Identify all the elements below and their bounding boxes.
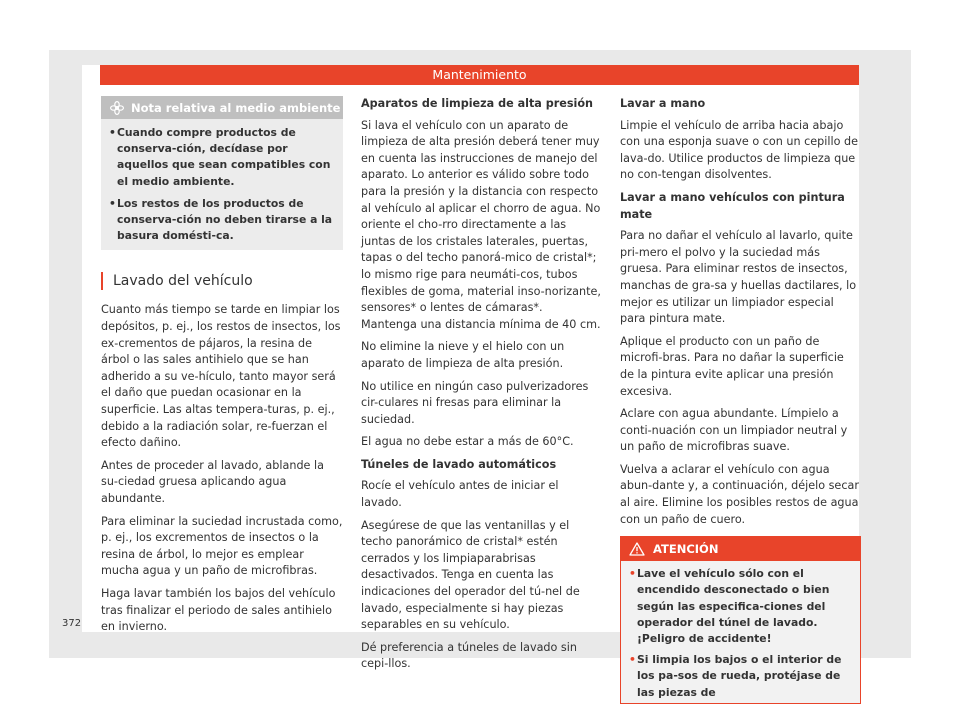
paragraph: Aclare con agua abundante. Límpielo a conti-nuación con un limpiador neutral y un paño de microfibras suave. (620, 407, 848, 454)
column-left (101, 96, 343, 642)
paragraph: El agua no debe estar a más de 60°C. (361, 435, 574, 449)
warning-item: • Lave el vehículo sólo con el encendido desconectado o bien según las especifica-ciones del operador del túnel de lavado. ¡Peligro de accidente! (621, 561, 860, 647)
column-middle (361, 96, 601, 679)
warning-header (621, 537, 860, 561)
environment-note-header (101, 96, 343, 119)
warning-title: ATENCIÓN (653, 542, 719, 557)
paragraph: No elimine la nieve y el hielo con un aparato de limpieza de alta presión. (361, 340, 565, 370)
paragraph: Haga lavar también los bajos del vehículo tras finalizar el periodo de sales antihielo en invierno. (101, 586, 336, 634)
section-title: Lavado del vehículo (101, 272, 343, 290)
paragraph: Para eliminar la suciedad incrustada como, p. ej., los excrementos de insectos o la resina de árbol, lo mejor es emplear mucha agua y un paño de microfibras. (101, 514, 343, 578)
environment-note-item: • Cuando compre productos de conserva-ción, decídase por aquellos que sean compatibles con el medio ambiente. (101, 119, 343, 190)
column-right (620, 96, 861, 704)
environment-note-box (101, 96, 343, 250)
paragraph: Cuanto más tiempo se tarde en limpiar los depósitos, p. ej., los restos de insectos, los ex-crementos de pájaros, la resina de árbol o las sales antihielo que se han adherido a su ve-hículo, tanto mayor será el daño que puedan ocasionar en la superficie. Las altas tempera-turas, p. ej., debido a la radiación solar, re-fuerzan el efecto dañino. (101, 303, 341, 450)
paragraph: Rocíe el vehículo antes de iniciar el lavado. (361, 479, 559, 510)
paragraph: Antes de proceder al lavado, ablande la su-ciedad gruesa aplicando agua abundante. (101, 458, 324, 505)
warning-box (620, 536, 861, 704)
subheading-matte-paint: Lavar a mano vehículos con pintura mate (620, 190, 845, 221)
subheading-tunnels: Túneles de lavado automáticos (361, 457, 557, 471)
warning-triangle-icon (629, 542, 645, 556)
paragraph: Asegúrese de que las ventanillas y el techo panorámico de cristal* estén cerrados y los limpiaparabrisas desactivados. Tenga en cuenta las indicaciones del operador del tú-nel de lavado, especialmente si hay piezas separables en su vehículo. (361, 518, 580, 632)
environment-note-item: • Los restos de los productos de conserva-ción no deben tirarse a la basura domésti-ca. (101, 190, 343, 245)
paragraph: Dé preferencia a túneles de lavado sin cepi-llos. (361, 640, 577, 671)
page-header: Mantenimiento (100, 65, 859, 85)
paragraph: No utilice en ningún caso pulverizadores cir-culares ni fresas para eliminar la suciedad. (361, 379, 589, 426)
subheading-hand-wash: Lavar a mano (620, 97, 706, 110)
flower-icon (109, 100, 125, 116)
paragraph: Para no dañar el vehículo al lavarlo, quite pri-mero el polvo y la suciedad más gruesa. Para eliminar restos de insectos, manchas de gra-sa y huellas dactilares, lo mejor es utilizar un limpiador especial para pintura mate. (620, 229, 857, 326)
environment-note-title: Nota relativa al medio ambiente (131, 100, 341, 115)
paragraph: Limpie el vehículo de arriba hacia abajo con una esponja suave o con un cepillo de lava-do. Utilice productos de limpieza que no con-tengan disolventes. (620, 118, 858, 182)
paragraph: Si lava el vehículo con un aparato de limpieza de alta presión deberá tener muy en cuenta las instrucciones de manejo del aparato. Lo anterior es válido sobre todo para la presión y la distancia con respecto al vehículo al aplicar el chorro de agua. No oriente el cho-rro directamente a las juntas de los cristales laterales, puertas, tapas o del techo panorá-mico de cristal*; lo mismo rige para neumáti-cos, tubos flexibles de goma, material inso-norizante, sensores* o lentes de cámaras*. Mantenga una distancia mínima de 40 cm. (361, 118, 601, 331)
paragraph: Vuelva a aclarar el vehículo con agua abun-dante y, a continuación, déjelo secar al aire. Elimine los posibles restos de agua con un paño de cuero. (620, 462, 859, 526)
page-number: 372 (62, 618, 82, 629)
warning-item: • Si limpia los bajos o el interior de los pa-sos de rueda, protéjase de las piezas de (621, 647, 860, 703)
paragraph: Aplique el producto con un paño de microfi-bras. Para no dañar la superficie de la pintura evite aplicar una presión excesiva. (620, 334, 844, 398)
subheading-high-pressure: Aparatos de limpieza de alta presión (361, 97, 593, 110)
